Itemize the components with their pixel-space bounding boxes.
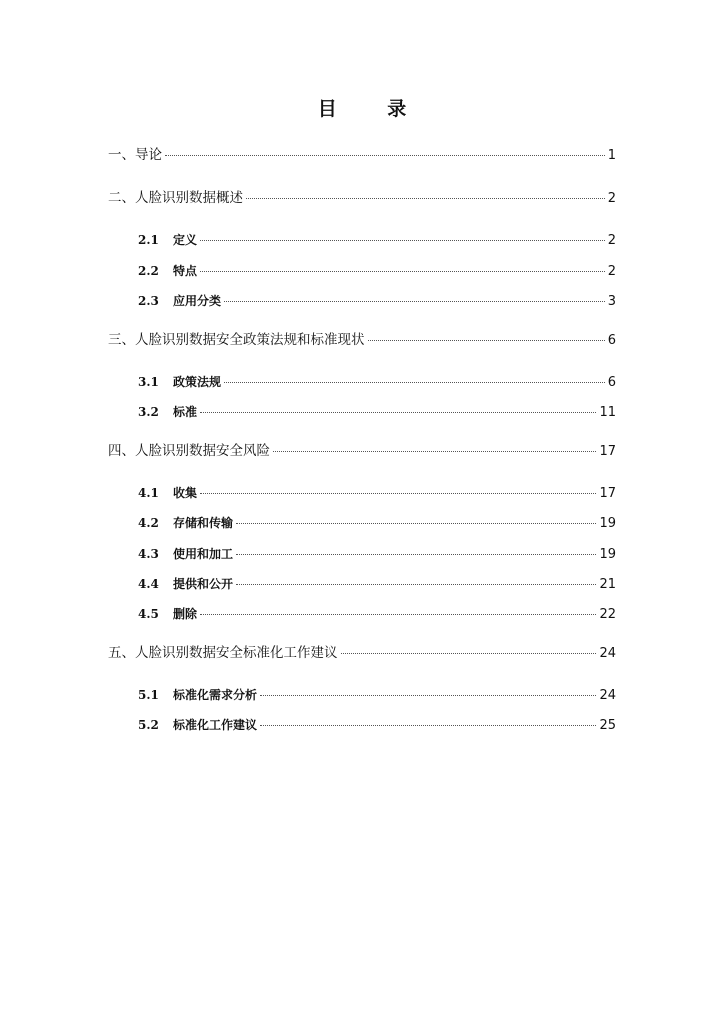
toc-entry-5-2[interactable] (138, 716, 616, 734)
toc-entry-label: 存储和传输 (173, 516, 234, 530)
toc-entry-number: 4.5 (138, 607, 159, 621)
dot-leader (368, 340, 605, 341)
toc-entry-number: 5.1 (138, 688, 159, 702)
toc-entry-label: 使用和加工 (173, 547, 234, 561)
toc-entry-4-1[interactable] (138, 484, 616, 502)
toc-entry-label: 导论 (135, 147, 162, 163)
toc-entry-page: 1 (607, 148, 616, 163)
dot-leader (260, 695, 596, 696)
dot-leader (165, 155, 605, 156)
toc-entry-label: 特点 (173, 264, 198, 278)
toc-entry-label: 人脸识别数据安全政策法规和标准现状 (135, 332, 365, 348)
toc-entry-number: 四、 (108, 443, 135, 459)
toc-entry-page: 21 (599, 577, 616, 592)
toc-entry-number: 2.2 (138, 264, 159, 278)
toc-entry-2[interactable] (108, 186, 616, 204)
toc-entry-label: 人脸识别数据概述 (135, 190, 243, 206)
toc-entry-label: 删除 (173, 607, 198, 621)
dot-leader (200, 271, 605, 272)
toc-entry-page: 19 (599, 547, 616, 562)
toc-entry-number: 3.1 (138, 375, 159, 389)
toc-entry-page: 22 (599, 607, 616, 622)
toc-entry-label: 应用分类 (173, 294, 222, 308)
toc-entry-4-5[interactable] (138, 605, 616, 623)
dot-leader (200, 240, 605, 241)
toc-entry-4-3[interactable] (138, 545, 616, 563)
toc-entry-page: 2 (607, 233, 616, 248)
toc-entry-number: 三、 (108, 332, 135, 348)
dot-leader (224, 382, 605, 383)
toc-entry-number: 二、 (108, 190, 135, 206)
toc-entry-page: 19 (599, 516, 616, 531)
toc-entry-4[interactable] (108, 439, 616, 457)
dot-leader (200, 493, 596, 494)
dot-leader (200, 412, 596, 413)
toc-entry-3-2[interactable] (138, 403, 616, 421)
dot-leader (341, 653, 597, 654)
toc-entry-page: 25 (599, 718, 616, 733)
toc-entry-number: 一、 (108, 147, 135, 163)
toc-entry-label: 提供和公开 (173, 577, 234, 591)
toc-entry-number: 4.4 (138, 577, 159, 591)
toc-entry-page: 17 (599, 444, 616, 459)
toc-entry-2-3[interactable] (138, 292, 616, 310)
toc-entry-label: 标准化需求分析 (173, 688, 258, 702)
toc-entry-label: 人脸识别数据安全风险 (135, 443, 270, 459)
toc-entry-page: 6 (607, 375, 616, 390)
toc-entry-label: 标准化工作建议 (173, 718, 258, 732)
toc-entry-page: 3 (607, 294, 616, 309)
toc-entry-page: 24 (599, 688, 616, 703)
toc-entry-5[interactable] (108, 641, 616, 659)
toc-entry-3-1[interactable] (138, 373, 616, 391)
toc-entry-number: 4.1 (138, 486, 159, 500)
toc-entry-label: 政策法规 (173, 375, 222, 389)
toc-entry-page: 24 (599, 646, 616, 661)
toc-entry-page: 17 (599, 486, 616, 501)
dot-leader (273, 451, 596, 452)
dot-leader (260, 725, 596, 726)
toc-entry-page: 11 (599, 405, 616, 420)
dot-leader (236, 584, 596, 585)
toc-entry-number: 3.2 (138, 405, 159, 419)
toc-entry-number: 4.2 (138, 516, 159, 530)
toc-entry-page: 2 (607, 264, 616, 279)
toc-entry-5-1[interactable] (138, 686, 616, 704)
toc-entry-page: 2 (607, 191, 616, 206)
toc-entry-4-2[interactable] (138, 514, 616, 532)
toc-entry-label: 定义 (173, 233, 198, 247)
toc-entry-2-2[interactable] (138, 262, 616, 280)
dot-leader (236, 523, 596, 524)
toc-entry-1[interactable] (108, 143, 616, 161)
toc-entry-4-4[interactable] (138, 575, 616, 593)
toc-entry-number: 2.1 (138, 233, 159, 247)
dot-leader (224, 301, 605, 302)
toc-entry-label: 人脸识别数据安全标准化工作建议 (135, 645, 338, 661)
toc-entry-number: 4.3 (138, 547, 159, 561)
dot-leader (200, 614, 596, 615)
toc-entry-label: 标准 (173, 405, 198, 419)
toc-entry-number: 2.3 (138, 294, 159, 308)
toc-entry-page: 6 (607, 333, 616, 348)
toc-entry-number: 五、 (108, 645, 135, 661)
dot-leader (236, 554, 596, 555)
dot-leader (246, 198, 605, 199)
toc-entry-3[interactable] (108, 328, 616, 346)
toc-title: 目 录 (317, 98, 429, 120)
toc-entry-label: 收集 (173, 486, 198, 500)
toc-entry-number: 5.2 (138, 718, 159, 732)
toc-entry-2-1[interactable] (138, 231, 616, 249)
